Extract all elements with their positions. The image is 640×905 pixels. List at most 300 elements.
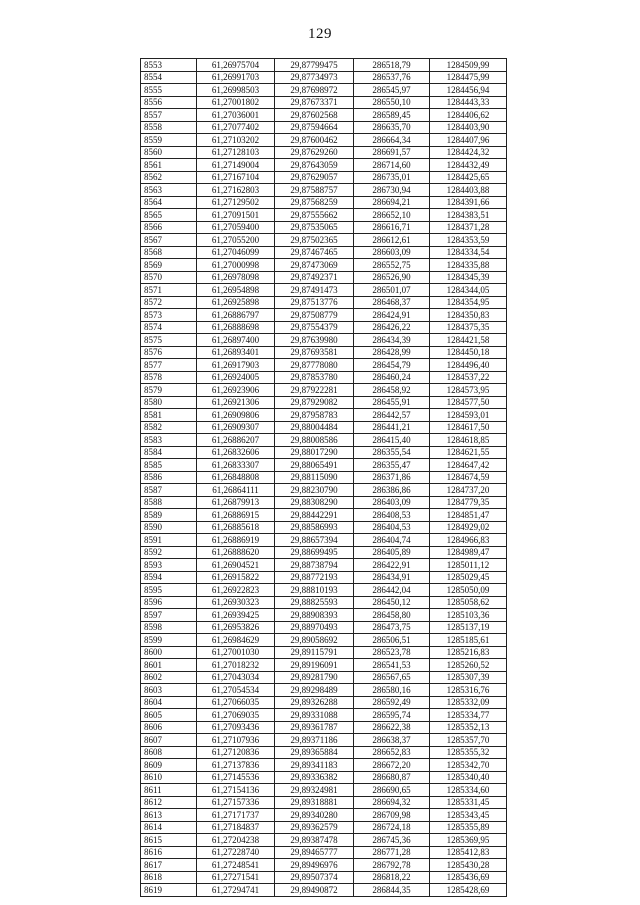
point-number-cell: 8615: [141, 834, 197, 847]
x-coordinate-cell: 286580,16: [354, 684, 430, 697]
point-number-cell: 8593: [141, 559, 197, 572]
latitude-cell: 61,27294741: [197, 884, 275, 897]
x-coordinate-cell: 286545,97: [354, 84, 430, 97]
y-coordinate-cell: 1284403,88: [430, 184, 507, 197]
y-coordinate-cell: 1285050,09: [430, 584, 507, 597]
longitude-cell: 29,87799475: [275, 59, 354, 72]
latitude-cell: 61,26921306: [197, 396, 275, 409]
point-number-cell: 8575: [141, 334, 197, 347]
longitude-cell: 29,87508779: [275, 309, 354, 322]
y-coordinate-cell: 1284737,20: [430, 484, 507, 497]
longitude-cell: 29,88017290: [275, 446, 354, 459]
x-coordinate-cell: 286622,38: [354, 721, 430, 734]
coordinates-table-container: [140, 58, 507, 897]
latitude-cell: 61,27059400: [197, 221, 275, 234]
y-coordinate-cell: 1284425,65: [430, 171, 507, 184]
y-coordinate-cell: 1285137,19: [430, 621, 507, 634]
table-row: [141, 321, 507, 334]
table-row: [141, 796, 507, 809]
longitude-cell: 29,89507374: [275, 871, 354, 884]
table-row: [141, 759, 507, 772]
point-number-cell: 8613: [141, 809, 197, 822]
longitude-cell: 29,87778080: [275, 359, 354, 372]
y-coordinate-cell: 1284354,95: [430, 296, 507, 309]
x-coordinate-cell: 286635,70: [354, 121, 430, 134]
point-number-cell: 8583: [141, 434, 197, 447]
latitude-cell: 61,26886919: [197, 534, 275, 547]
point-number-cell: 8578: [141, 371, 197, 384]
longitude-cell: 29,87629057: [275, 171, 354, 184]
point-number-cell: 8590: [141, 521, 197, 534]
latitude-cell: 61,26909307: [197, 421, 275, 434]
longitude-cell: 29,88699495: [275, 546, 354, 559]
latitude-cell: 61,27000998: [197, 259, 275, 272]
longitude-cell: 29,87568259: [275, 196, 354, 209]
latitude-cell: 61,26848808: [197, 471, 275, 484]
table-row: [141, 821, 507, 834]
latitude-cell: 61,27103202: [197, 134, 275, 147]
y-coordinate-cell: 1285340,40: [430, 771, 507, 784]
point-number-cell: 8598: [141, 621, 197, 634]
point-number-cell: 8608: [141, 746, 197, 759]
y-coordinate-cell: 1284406,62: [430, 109, 507, 122]
table-row: [141, 621, 507, 634]
latitude-cell: 61,27145536: [197, 771, 275, 784]
point-number-cell: 8574: [141, 321, 197, 334]
latitude-cell: 61,26888698: [197, 321, 275, 334]
point-number-cell: 8609: [141, 759, 197, 772]
table-row: [141, 421, 507, 434]
y-coordinate-cell: 1285103,36: [430, 609, 507, 622]
table-row: [141, 846, 507, 859]
latitude-cell: 61,27077402: [197, 121, 275, 134]
longitude-cell: 29,89465777: [275, 846, 354, 859]
y-coordinate-cell: 1285343,45: [430, 809, 507, 822]
page-number: 129: [308, 26, 332, 42]
latitude-cell: 61,26953826: [197, 621, 275, 634]
x-coordinate-cell: 286404,74: [354, 534, 430, 547]
longitude-cell: 29,87853780: [275, 371, 354, 384]
table-row: [141, 196, 507, 209]
y-coordinate-cell: 1284371,28: [430, 221, 507, 234]
y-coordinate-cell: 1284989,47: [430, 546, 507, 559]
y-coordinate-cell: 1285011,12: [430, 559, 507, 572]
longitude-cell: 29,89318881: [275, 796, 354, 809]
latitude-cell: 61,26915822: [197, 571, 275, 584]
y-coordinate-cell: 1284424,32: [430, 146, 507, 159]
table-row: [141, 96, 507, 109]
table-row: [141, 309, 507, 322]
y-coordinate-cell: 1284450,18: [430, 346, 507, 359]
latitude-cell: 61,26893401: [197, 346, 275, 359]
point-number-cell: 8594: [141, 571, 197, 584]
y-coordinate-cell: 1285342,70: [430, 759, 507, 772]
x-coordinate-cell: 286638,37: [354, 734, 430, 747]
latitude-cell: 61,27204238: [197, 834, 275, 847]
latitude-cell: 61,27157336: [197, 796, 275, 809]
y-coordinate-cell: 1285216,83: [430, 646, 507, 659]
x-coordinate-cell: 286730,94: [354, 184, 430, 197]
point-number-cell: 8612: [141, 796, 197, 809]
point-number-cell: 8570: [141, 271, 197, 284]
point-number-cell: 8558: [141, 121, 197, 134]
latitude-cell: 61,26879913: [197, 496, 275, 509]
y-coordinate-cell: 1284593,01: [430, 409, 507, 422]
y-coordinate-cell: 1284617,50: [430, 421, 507, 434]
longitude-cell: 29,88308290: [275, 496, 354, 509]
point-number-cell: 8573: [141, 309, 197, 322]
y-coordinate-cell: 1284407,96: [430, 134, 507, 147]
x-coordinate-cell: 286434,39: [354, 334, 430, 347]
x-coordinate-cell: 286714,60: [354, 159, 430, 172]
table-row: [141, 634, 507, 647]
latitude-cell: 61,27162803: [197, 184, 275, 197]
table-row: [141, 59, 507, 72]
x-coordinate-cell: 286371,86: [354, 471, 430, 484]
x-coordinate-cell: 286441,21: [354, 421, 430, 434]
x-coordinate-cell: 286450,12: [354, 596, 430, 609]
longitude-cell: 29,87639980: [275, 334, 354, 347]
y-coordinate-cell: 1285430,28: [430, 859, 507, 872]
point-number-cell: 8563: [141, 184, 197, 197]
x-coordinate-cell: 286518,79: [354, 59, 430, 72]
longitude-cell: 29,87698972: [275, 84, 354, 97]
point-number-cell: 8587: [141, 484, 197, 497]
longitude-cell: 29,88115090: [275, 471, 354, 484]
latitude-cell: 61,26925898: [197, 296, 275, 309]
point-number-cell: 8580: [141, 396, 197, 409]
table-row: [141, 234, 507, 247]
latitude-cell: 61,26904521: [197, 559, 275, 572]
latitude-cell: 61,26833307: [197, 459, 275, 472]
x-coordinate-cell: 286473,75: [354, 621, 430, 634]
point-number-cell: 8586: [141, 471, 197, 484]
y-coordinate-cell: 1284335,88: [430, 259, 507, 272]
y-coordinate-cell: 1284618,85: [430, 434, 507, 447]
longitude-cell: 29,88908393: [275, 609, 354, 622]
longitude-cell: 29,88825593: [275, 596, 354, 609]
y-coordinate-cell: 1285369,95: [430, 834, 507, 847]
y-coordinate-cell: 1284391,66: [430, 196, 507, 209]
table-row: [141, 446, 507, 459]
table-row: [141, 434, 507, 447]
latitude-cell: 61,27149004: [197, 159, 275, 172]
longitude-cell: 29,87502365: [275, 234, 354, 247]
coordinates-table: [140, 58, 507, 897]
y-coordinate-cell: 1284475,99: [430, 71, 507, 84]
x-coordinate-cell: 286442,04: [354, 584, 430, 597]
longitude-cell: 29,89362579: [275, 821, 354, 834]
point-number-cell: 8599: [141, 634, 197, 647]
table-row: [141, 471, 507, 484]
point-number-cell: 8589: [141, 509, 197, 522]
longitude-cell: 29,87602568: [275, 109, 354, 122]
table-row: [141, 184, 507, 197]
latitude-cell: 61,27091501: [197, 209, 275, 222]
point-number-cell: 8567: [141, 234, 197, 247]
latitude-cell: 61,26930323: [197, 596, 275, 609]
x-coordinate-cell: 286460,24: [354, 371, 430, 384]
point-number-cell: 8616: [141, 846, 197, 859]
y-coordinate-cell: 1285334,60: [430, 784, 507, 797]
table-row: [141, 746, 507, 759]
longitude-cell: 29,87629260: [275, 146, 354, 159]
x-coordinate-cell: 286468,37: [354, 296, 430, 309]
point-number-cell: 8611: [141, 784, 197, 797]
table-row: [141, 296, 507, 309]
y-coordinate-cell: 1285332,09: [430, 696, 507, 709]
x-coordinate-cell: 286355,47: [354, 459, 430, 472]
table-row: [141, 859, 507, 872]
latitude-cell: 61,27001030: [197, 646, 275, 659]
point-number-cell: 8572: [141, 296, 197, 309]
y-coordinate-cell: 1284851,47: [430, 509, 507, 522]
point-number-cell: 8557: [141, 109, 197, 122]
longitude-cell: 29,87513776: [275, 296, 354, 309]
point-number-cell: 8591: [141, 534, 197, 547]
latitude-cell: 61,27128103: [197, 146, 275, 159]
latitude-cell: 61,27018232: [197, 659, 275, 672]
point-number-cell: 8597: [141, 609, 197, 622]
x-coordinate-cell: 286664,34: [354, 134, 430, 147]
point-number-cell: 8579: [141, 384, 197, 397]
longitude-cell: 29,89331088: [275, 709, 354, 722]
table-row: [141, 559, 507, 572]
table-row: [141, 609, 507, 622]
longitude-cell: 29,88970493: [275, 621, 354, 634]
longitude-cell: 29,89326288: [275, 696, 354, 709]
longitude-cell: 29,89115791: [275, 646, 354, 659]
x-coordinate-cell: 286652,10: [354, 209, 430, 222]
latitude-cell: 61,27228740: [197, 846, 275, 859]
table-row: [141, 259, 507, 272]
x-coordinate-cell: 286552,75: [354, 259, 430, 272]
y-coordinate-cell: 1285352,13: [430, 721, 507, 734]
x-coordinate-cell: 286745,36: [354, 834, 430, 847]
latitude-cell: 61,27093436: [197, 721, 275, 734]
latitude-cell: 61,26917903: [197, 359, 275, 372]
point-number-cell: 8576: [141, 346, 197, 359]
point-number-cell: 8554: [141, 71, 197, 84]
y-coordinate-cell: 1284432,49: [430, 159, 507, 172]
latitude-cell: 61,26923906: [197, 384, 275, 397]
latitude-cell: 61,27120836: [197, 746, 275, 759]
x-coordinate-cell: 286442,57: [354, 409, 430, 422]
x-coordinate-cell: 286506,51: [354, 634, 430, 647]
latitude-cell: 61,26939425: [197, 609, 275, 622]
x-coordinate-cell: 286434,91: [354, 571, 430, 584]
table-row: [141, 871, 507, 884]
point-number-cell: 8581: [141, 409, 197, 422]
y-coordinate-cell: 1285334,77: [430, 709, 507, 722]
x-coordinate-cell: 286612,61: [354, 234, 430, 247]
table-row: [141, 284, 507, 297]
x-coordinate-cell: 286537,76: [354, 71, 430, 84]
point-number-cell: 8562: [141, 171, 197, 184]
table-row: [141, 334, 507, 347]
longitude-cell: 29,87600462: [275, 134, 354, 147]
longitude-cell: 29,88008586: [275, 434, 354, 447]
point-number-cell: 8561: [141, 159, 197, 172]
longitude-cell: 29,87693581: [275, 346, 354, 359]
point-number-cell: 8553: [141, 59, 197, 72]
table-row: [141, 484, 507, 497]
y-coordinate-cell: 1285428,69: [430, 884, 507, 897]
y-coordinate-cell: 1284443,33: [430, 96, 507, 109]
y-coordinate-cell: 1285316,76: [430, 684, 507, 697]
latitude-cell: 61,26924005: [197, 371, 275, 384]
table-row: [141, 359, 507, 372]
table-row: [141, 271, 507, 284]
longitude-cell: 29,89281790: [275, 671, 354, 684]
latitude-cell: 61,26886915: [197, 509, 275, 522]
longitude-cell: 29,89365884: [275, 746, 354, 759]
x-coordinate-cell: 286690,65: [354, 784, 430, 797]
table-row: [141, 346, 507, 359]
longitude-cell: 29,89324981: [275, 784, 354, 797]
longitude-cell: 29,89387478: [275, 834, 354, 847]
y-coordinate-cell: 1284573,95: [430, 384, 507, 397]
point-number-cell: 8595: [141, 584, 197, 597]
point-number-cell: 8559: [141, 134, 197, 147]
x-coordinate-cell: 286672,20: [354, 759, 430, 772]
x-coordinate-cell: 286408,53: [354, 509, 430, 522]
latitude-cell: 61,27055200: [197, 234, 275, 247]
point-number-cell: 8556: [141, 96, 197, 109]
y-coordinate-cell: 1285029,45: [430, 571, 507, 584]
x-coordinate-cell: 286426,22: [354, 321, 430, 334]
point-number-cell: 8614: [141, 821, 197, 834]
point-number-cell: 8569: [141, 259, 197, 272]
point-number-cell: 8564: [141, 196, 197, 209]
point-number-cell: 8577: [141, 359, 197, 372]
x-coordinate-cell: 286792,78: [354, 859, 430, 872]
latitude-cell: 61,26886797: [197, 309, 275, 322]
x-coordinate-cell: 286550,10: [354, 96, 430, 109]
table-row: [141, 884, 507, 897]
table-row: [141, 696, 507, 709]
point-number-cell: 8596: [141, 596, 197, 609]
point-number-cell: 8592: [141, 546, 197, 559]
x-coordinate-cell: 286523,78: [354, 646, 430, 659]
latitude-cell: 61,26922823: [197, 584, 275, 597]
x-coordinate-cell: 286709,98: [354, 809, 430, 822]
latitude-cell: 61,27036001: [197, 109, 275, 122]
latitude-cell: 61,27167104: [197, 171, 275, 184]
longitude-cell: 29,87594664: [275, 121, 354, 134]
longitude-cell: 29,87734973: [275, 71, 354, 84]
y-coordinate-cell: 1284353,59: [430, 234, 507, 247]
table-row: [141, 221, 507, 234]
longitude-cell: 29,87473069: [275, 259, 354, 272]
table-row: [141, 121, 507, 134]
table-row: [141, 809, 507, 822]
latitude-cell: 61,27248541: [197, 859, 275, 872]
longitude-cell: 29,88772193: [275, 571, 354, 584]
x-coordinate-cell: 286355,54: [354, 446, 430, 459]
longitude-cell: 29,89058692: [275, 634, 354, 647]
point-number-cell: 8582: [141, 421, 197, 434]
x-coordinate-cell: 286592,49: [354, 696, 430, 709]
longitude-cell: 29,87922281: [275, 384, 354, 397]
y-coordinate-cell: 1284456,94: [430, 84, 507, 97]
y-coordinate-cell: 1284621,55: [430, 446, 507, 459]
x-coordinate-cell: 286691,57: [354, 146, 430, 159]
longitude-cell: 29,87467465: [275, 246, 354, 259]
table-row: [141, 834, 507, 847]
table-row: [141, 646, 507, 659]
latitude-cell: 61,27054534: [197, 684, 275, 697]
x-coordinate-cell: 286501,07: [354, 284, 430, 297]
point-number-cell: 8560: [141, 146, 197, 159]
longitude-cell: 29,87492371: [275, 271, 354, 284]
longitude-cell: 29,88810193: [275, 584, 354, 597]
longitude-cell: 29,88230790: [275, 484, 354, 497]
longitude-cell: 29,89496976: [275, 859, 354, 872]
x-coordinate-cell: 286386,86: [354, 484, 430, 497]
point-number-cell: 8602: [141, 671, 197, 684]
y-coordinate-cell: 1285355,89: [430, 821, 507, 834]
point-number-cell: 8584: [141, 446, 197, 459]
table-row: [141, 71, 507, 84]
table-row: [141, 371, 507, 384]
point-number-cell: 8606: [141, 721, 197, 734]
y-coordinate-cell: 1284496,40: [430, 359, 507, 372]
point-number-cell: 8605: [141, 709, 197, 722]
latitude-cell: 61,27001802: [197, 96, 275, 109]
latitude-cell: 61,27107936: [197, 734, 275, 747]
x-coordinate-cell: 286428,99: [354, 346, 430, 359]
x-coordinate-cell: 286735,01: [354, 171, 430, 184]
table-row: [141, 584, 507, 597]
latitude-cell: 61,26998503: [197, 84, 275, 97]
latitude-cell: 61,27129502: [197, 196, 275, 209]
x-coordinate-cell: 286771,28: [354, 846, 430, 859]
table-row: [141, 246, 507, 259]
y-coordinate-cell: 1284674,59: [430, 471, 507, 484]
y-coordinate-cell: 1284350,83: [430, 309, 507, 322]
longitude-cell: 29,89196091: [275, 659, 354, 672]
point-number-cell: 8566: [141, 221, 197, 234]
table-row: [141, 496, 507, 509]
latitude-cell: 61,27171737: [197, 809, 275, 822]
latitude-cell: 61,27137836: [197, 759, 275, 772]
latitude-cell: 61,27271541: [197, 871, 275, 884]
y-coordinate-cell: 1285355,32: [430, 746, 507, 759]
table-row: [141, 459, 507, 472]
latitude-cell: 61,26885618: [197, 521, 275, 534]
latitude-cell: 61,27043034: [197, 671, 275, 684]
table-row: [141, 671, 507, 684]
x-coordinate-cell: 286818,22: [354, 871, 430, 884]
latitude-cell: 61,26886207: [197, 434, 275, 447]
latitude-cell: 61,26975704: [197, 59, 275, 72]
y-coordinate-cell: 1285307,39: [430, 671, 507, 684]
y-coordinate-cell: 1285331,45: [430, 796, 507, 809]
y-coordinate-cell: 1284345,39: [430, 271, 507, 284]
longitude-cell: 29,87491473: [275, 284, 354, 297]
y-coordinate-cell: 1285357,70: [430, 734, 507, 747]
x-coordinate-cell: 286404,53: [354, 521, 430, 534]
point-number-cell: 8588: [141, 496, 197, 509]
longitude-cell: 29,88586993: [275, 521, 354, 534]
latitude-cell: 61,26991703: [197, 71, 275, 84]
y-coordinate-cell: 1284375,35: [430, 321, 507, 334]
longitude-cell: 29,89341183: [275, 759, 354, 772]
y-coordinate-cell: 1284403,90: [430, 121, 507, 134]
table-row: [141, 659, 507, 672]
point-number-cell: 8619: [141, 884, 197, 897]
